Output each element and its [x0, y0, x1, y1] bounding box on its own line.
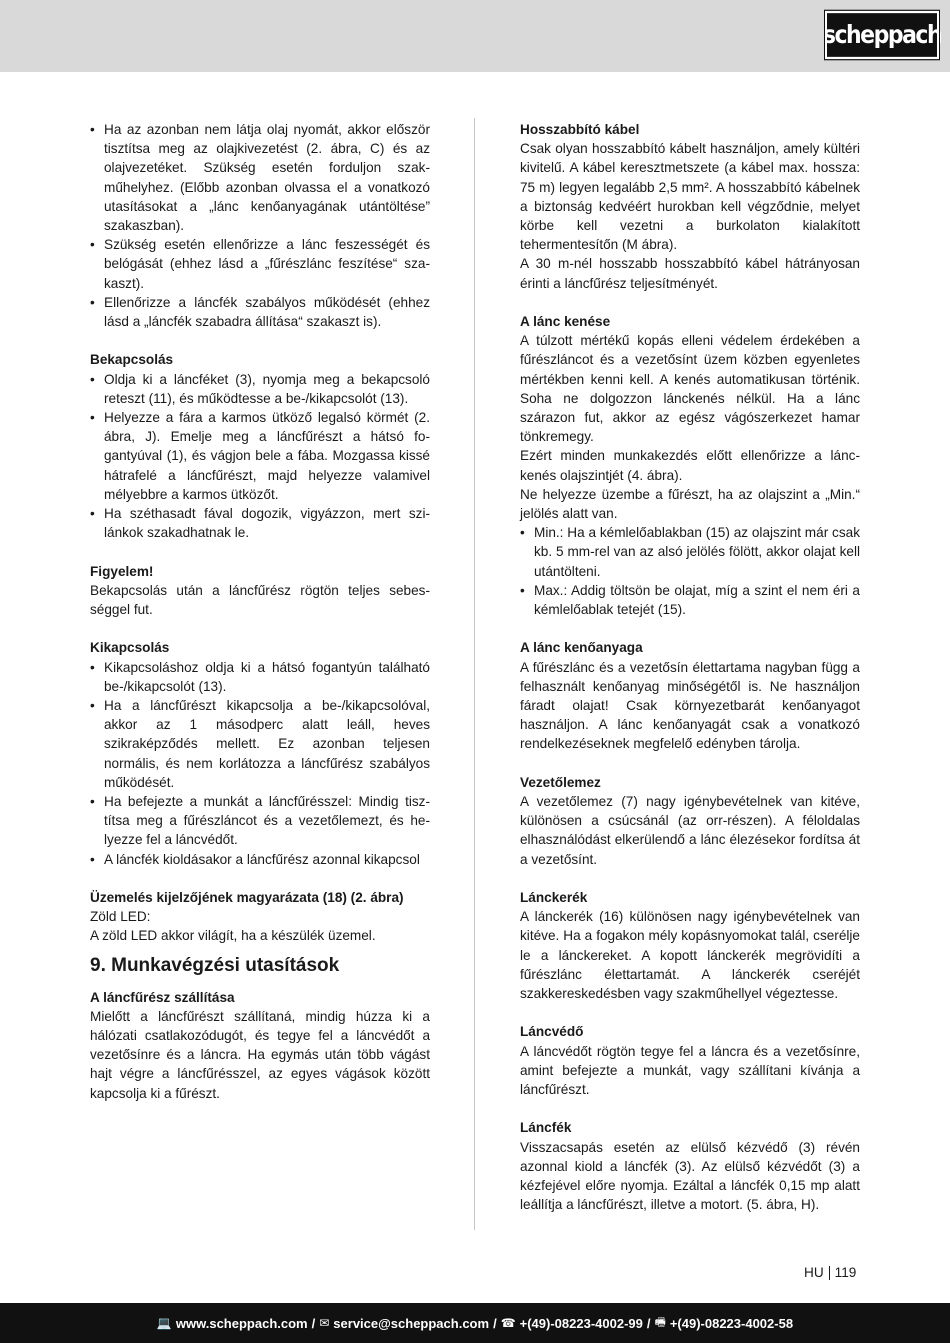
- lancvedo-text: A láncvédőt rögtön tegye fel a láncra és a vezetősínre, amint befejezte a munkát, vagy szállítani kívánja a láncfűrészt.: [520, 1043, 860, 1098]
- mail-icon: ✉: [319, 1316, 330, 1330]
- list-item: • Min.: Ha a kémlelőablakban (15) az olajszint már csak kb. 5 mm-rel van az alsó jelölés fölött, akkor olajat kell utántölteni.: [520, 523, 860, 581]
- scheppach-logo: scheppach: [825, 11, 939, 59]
- heading-figyelem: Figyelem!: [90, 563, 154, 579]
- heading-vezetolemez: Vezetőlemez: [520, 774, 601, 790]
- list-item: • Helyezze a fára a karmos ütköző legalsó körmét (2. ábra, J). Emelje meg a láncfűrészt a hátsó fogantyúval (1), és vágjon bele a fába. Mozgassa kissé hátrafelé a láncfűrészt, majd helyezze valamivel mélyebbre a karmos ütközőt.: [90, 408, 430, 504]
- kenes-text-2: Ezért minden munkakezdés előtt ellenőrizze a lánckenés olajszintjét (4. ábra).: [520, 448, 860, 483]
- footer-email[interactable]: service@scheppach.com: [333, 1315, 490, 1331]
- footer-separator: /: [493, 1315, 497, 1331]
- list-item: • Ha az azonban nem látja olaj nyomát, akkor először tisztítsa meg az olajkivezetést (2. ábra, C) és az olajvezetéket. Szükség esetén forduljon szakműhelyhez. (Előbb azonban olvassa el a vonatkozó utasításokat a „lánc kenőanyagának utántöltése” szakaszban).: [90, 120, 430, 235]
- heading-lancvedo: Láncvédő: [520, 1024, 584, 1040]
- heading-kikapcsolas: Kikapcsolás: [90, 640, 170, 656]
- footer-phone: +(49)-08223-4002-99: [519, 1315, 643, 1331]
- lanckerek-text: A lánckerék (16) különösen nagy igénybevételnek van kitéve. Ha a fogakon mély kopásnyomokat talál, cserélje le a lánckereket. A kopott lánckerék megrövidíti a fűrészlánc élettartamát. A lánckerék cseréjét szakkereskedésben vagy szakműhellyel végeztesse.: [520, 909, 860, 1002]
- list-item: • Oldja ki a láncféket (3), nyomja meg a bekapcsoló reteszt (11), és működtesse a be-/kikapcsolót (13).: [90, 370, 430, 408]
- heading-lancfek: Láncfék: [520, 1120, 572, 1136]
- kabel-text-2: A 30 m-nél hosszabb hosszabbító kábel hátrányosan érinti a láncfűrész teljesítményét.: [520, 256, 860, 291]
- list-item: • Ha a láncfűrészt kikapcsolja a be-/kikapcsolóval, akkor az 1 másodperc alatt leáll, heves szikraképződés mellett. Ez azonban teljesen normális, és nem korlátozza a láncfűrész szabályos működését.: [90, 696, 430, 792]
- page-num: 119: [834, 1265, 857, 1280]
- kenes-text-1: A túlzott mértékű kopás elleni védelem érdekében a fűrészláncot és a vezetősínt üzem közben egyenletes mértékben kenni kell. A kenés automatikusan történik. Soha ne dolgozzon lánckenés nélkül. Ha a lánc szárazon fut, akkor az egész vágószerkezet hamar tönkremegy.: [520, 333, 860, 445]
- kikapcsolas-list: [90, 658, 430, 869]
- figyelem-text: Bekapcsolás után a láncfűrész rögtön teljes sebességgel fut.: [90, 582, 430, 618]
- phone-icon: ☎: [500, 1316, 516, 1330]
- uzemeles-line-1: Zöld LED:: [90, 909, 151, 925]
- heading-lanckerek: Lánckerék: [520, 890, 588, 906]
- list-item: • Ha széthasadt fával dogozik, vigyázzon, mert szilánkok szakadhatnak le.: [90, 504, 430, 542]
- kenes-text-3: Ne helyezze üzembe a fűrészt, ha az olajszint a „Min.“ jelölés alatt van.: [520, 486, 860, 522]
- heading-kenoanyag: A lánc kenőanyaga: [520, 640, 643, 656]
- heading-kabel: Hosszabbító kábel: [520, 122, 640, 137]
- footer-web[interactable]: www.scheppach.com: [175, 1315, 308, 1331]
- list-item: • Kikapcsoláshoz oldja ki a hátsó fogantyún található be-/kikapcsolót (13).: [90, 658, 430, 696]
- szallitas-text: Mielőtt a láncfűrészt szállítaná, mindig húzza ki a hálózati csatlakozódugót, és tegye fel a láncvédőt a vezetősínre és a láncra. Ha egymás után több vágást hajt végre a láncfűrésszel, az egyes vágások között kapcsolja ki a fűrészt.: [90, 1008, 430, 1101]
- vezetolemez-text: A vezetőlemez (7) nagy igénybevételnek van kitéve, különösen a csúcsánál (az orr-részen). A féloldalas elhasználódást elkerülendő a lánc élezésekor fordítsa át a vezetősínt.: [520, 794, 860, 867]
- footer-bar: [0, 1303, 950, 1343]
- column-divider: [474, 118, 475, 1230]
- lancfek-text: Visszacsapás esetén az elülső kézvédő (3) révén azonnal kiold a láncfék (3). Az elülső kézvédőt (3) a kézfejével előre nyomja. Ezáltal a láncfék 0,15 mp alatt leállítja a láncfűrészt, illetve a motort. (5. ábra, H).: [520, 1139, 860, 1213]
- heading-kenes: A lánc kenése: [520, 314, 611, 330]
- heading-bekapcsolas: Bekapcsolás: [90, 352, 174, 368]
- bekapcsolas-list: [90, 370, 430, 543]
- page-number: [804, 1265, 856, 1280]
- footer-fax: +(49)-08223-4002-58: [669, 1315, 794, 1331]
- computer-icon: 💻: [156, 1316, 172, 1330]
- section-title: 9. Munkavégzési utasítások: [90, 954, 340, 976]
- fax-icon: 🖷: [654, 1314, 666, 1329]
- heading-uzemeles: Üzemelés kijelzőjének magyarázata (18) (2. ábra): [90, 890, 404, 906]
- kenes-list: [520, 523, 860, 619]
- kenoanyag-text: A fűrészlánc és a vezetősín élettartama nagyban függ a felhasznált kenőanyag minőségétől is. Ne használjon fáradt olajat! Csak környezetbarát kenőanyagot használjon. A lánc kenőanyagát csak a vonatkozó rendelkezéseknek megfelelő edényben tárolja.: [520, 659, 860, 752]
- footer-separator: /: [311, 1315, 316, 1331]
- right-column: [520, 120, 860, 1214]
- intro-list: [90, 120, 430, 331]
- heading-szallitas: A láncfűrész szállítása: [90, 989, 235, 1005]
- kabel-text-1: Csak olyan hosszabbító kábelt használjon, amely kültéri kivitelű. A kábel keresztmetszete (a kábel max. hossza: 75 m) legyen legalább 2,5 mm². A hosszabbító kábelnek a biztonság kedvéért hurokban kell végződnie, melyet körbe kell vezetni a burkolaton kialakított tehermentesítőn (M ábra).: [520, 141, 860, 253]
- page-number-separator: [829, 1266, 830, 1280]
- header-bar: [0, 0, 950, 72]
- page-lang: HU: [804, 1265, 824, 1280]
- list-item: • A láncfék kioldásakor a láncfűrész azonnal kikapcsol: [90, 850, 430, 869]
- uzemeles-line-2: A zöld LED akkor világít, ha a készülék üzemel.: [90, 928, 376, 944]
- footer-separator: /: [646, 1315, 651, 1331]
- list-item: • Ha befejezte a munkát a láncfűrésszel: Mindig tisztítsa meg a fűrészláncot és a vezetőlemezt, és helyezze fel a láncvédőt.: [90, 792, 430, 850]
- list-item: • Ellenőrizze a láncfék szabályos működését (ehhez lásd a „láncfék szabadra állítása“ szakaszt is).: [90, 293, 430, 331]
- list-item: • Szükség esetén ellenőrizze a lánc feszességét és belógását (ehhez lásd a „fűrészlánc feszítése“ szakaszt).: [90, 235, 430, 293]
- list-item: • Max.: Addig töltsön be olajat, míg a szint el nem éri a kémlelőablak tetejét (15).: [520, 581, 860, 619]
- left-column: [90, 120, 430, 1103]
